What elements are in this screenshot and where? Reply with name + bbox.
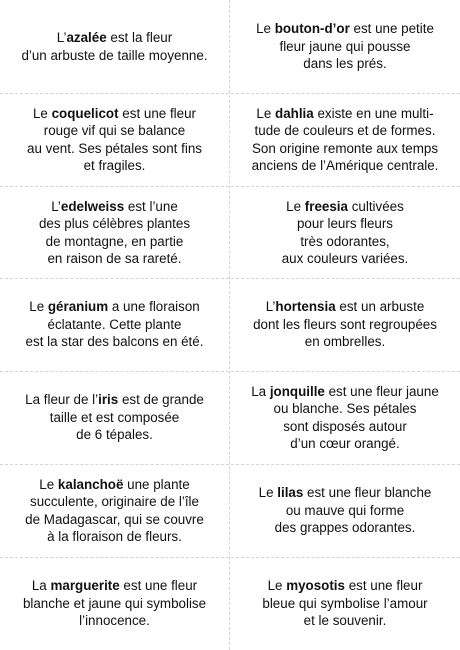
flashcard bbox=[0, 0, 229, 93]
flashcard-line bbox=[26, 298, 204, 316]
flashcard-text-segment: et fragiles. bbox=[83, 158, 146, 173]
flashcard-line bbox=[251, 400, 439, 418]
flashcard-line bbox=[251, 383, 439, 401]
flower-name: bouton-d’or bbox=[274, 21, 350, 37]
flower-name: myosotis bbox=[286, 578, 345, 594]
flashcard-line bbox=[262, 577, 427, 595]
flashcard-text-segment: Le bbox=[267, 578, 287, 594]
flashcard-text-segment: et le souvenir. bbox=[303, 613, 387, 629]
flashcard-text-segment: L’ bbox=[265, 299, 276, 315]
flashcard bbox=[0, 93, 229, 186]
flashcard-line bbox=[251, 435, 439, 453]
flashcard-line bbox=[39, 233, 190, 251]
flashcard-text-segment: bleue qui symbolise l’amour bbox=[262, 595, 428, 611]
flashcard-line bbox=[282, 215, 409, 233]
flashcard-text-segment: est une fleur bbox=[118, 105, 196, 121]
flashcard-text-segment: est une fleur bbox=[119, 578, 198, 594]
flashcard-line bbox=[27, 122, 202, 140]
flashcard-line bbox=[252, 140, 439, 158]
flashcard-line bbox=[253, 333, 437, 351]
flashcard-text-segment: de 6 tépales. bbox=[76, 427, 153, 443]
flashcard-text bbox=[21, 29, 207, 64]
flashcard-text-segment: tude de couleurs et de formes. bbox=[254, 123, 436, 138]
flashcard-text-segment: est une petite bbox=[349, 21, 434, 37]
flashcard-line bbox=[39, 250, 190, 268]
flashcard-text-segment: Le bbox=[29, 299, 48, 315]
flashcard-line bbox=[253, 316, 437, 334]
flashcard-text-segment: des grappes odorantes. bbox=[274, 520, 416, 536]
flashcard-line bbox=[252, 122, 439, 140]
flashcard bbox=[0, 464, 229, 557]
flashcard-text bbox=[262, 577, 427, 630]
flashcard-text-segment: aux couleurs variées. bbox=[281, 251, 409, 266]
flashcard-text-segment: de montagne, en partie bbox=[45, 233, 184, 249]
flower-name: freesia bbox=[304, 198, 348, 214]
flashcard-text-segment: en ombrelles. bbox=[304, 334, 386, 350]
flashcard-text-segment: sont disposés autour bbox=[283, 418, 407, 434]
flashcard-text-segment: La fleur de l’ bbox=[25, 392, 99, 408]
flashcard-line bbox=[259, 502, 432, 520]
flashcard-line bbox=[39, 198, 190, 216]
flashcard-line bbox=[27, 105, 202, 123]
flashcard-text-segment: fleur jaune qui pousse bbox=[279, 38, 411, 54]
flashcard-text-segment: en raison de sa rareté. bbox=[47, 251, 182, 266]
flashcard-text-segment: est la star des balcons en été. bbox=[25, 334, 204, 350]
flashcard-text-segment: éclatante. Cette plante bbox=[47, 316, 182, 332]
flashcard-text-segment: très odorantes, bbox=[300, 233, 390, 249]
flashcard-text-segment: a une floraison bbox=[108, 299, 200, 315]
flashcard-line bbox=[21, 29, 207, 47]
flashcard-line bbox=[252, 105, 439, 123]
flower-name: kalanchoë bbox=[57, 476, 124, 492]
flashcard-text bbox=[282, 198, 409, 268]
flashcard-text-segment: est une fleur jaune bbox=[324, 383, 439, 399]
flashcard bbox=[230, 557, 460, 650]
flashcard-line bbox=[25, 426, 204, 444]
flashcard-text-segment: d’un cœur orangé. bbox=[290, 436, 400, 451]
flashcard-text-segment: au vent. Ses pétales sont fins bbox=[27, 140, 202, 156]
flashcard-text-segment: est une fleur blanche bbox=[303, 485, 432, 501]
flashcard-text-segment: est l’une bbox=[124, 198, 178, 214]
flashcard-text-segment: L’ bbox=[51, 198, 61, 214]
flashcard-text bbox=[39, 198, 190, 268]
flashcard-text-segment: de Madagascar, qui se couvre bbox=[25, 511, 204, 527]
flashcard-text-segment: l’innocence. bbox=[79, 613, 150, 629]
flashcard-text-segment: est de grande bbox=[118, 392, 204, 408]
flashcard-text-segment: rouge vif qui se balance bbox=[43, 123, 186, 138]
flashcard-text bbox=[252, 105, 439, 175]
flashcard-line bbox=[256, 38, 434, 56]
flashcard-text bbox=[26, 298, 204, 351]
flashcard-text bbox=[253, 298, 437, 351]
flashcard-text-segment: à la floraison de fleurs. bbox=[47, 529, 182, 544]
flashcard-line bbox=[26, 333, 204, 351]
flashcard-text-segment: Le bbox=[256, 105, 276, 121]
flashcard-text-segment: ou mauve qui forme bbox=[285, 502, 405, 518]
flashcard-line bbox=[26, 316, 204, 334]
flashcard-line bbox=[256, 20, 434, 38]
flashcard-text-segment: Le bbox=[39, 476, 58, 492]
flashcard bbox=[230, 93, 460, 186]
flashcard-line bbox=[256, 55, 434, 73]
flashcard-line bbox=[23, 577, 206, 595]
flashcard-line bbox=[282, 233, 409, 251]
flashcard-text-segment: blanche et jaune qui symbolise bbox=[22, 595, 207, 611]
flashcard-text-segment: Le bbox=[32, 105, 52, 121]
flashcard bbox=[230, 464, 460, 557]
flashcard bbox=[0, 278, 229, 371]
flashcard-line bbox=[25, 409, 204, 427]
flashcard-text-segment: L’ bbox=[56, 30, 67, 45]
flashcard-text-segment: est la fleur bbox=[106, 30, 173, 45]
flower-name: jonquille bbox=[269, 383, 325, 399]
flashcard-line bbox=[25, 476, 204, 494]
flashcard-text-segment: pour leurs fleurs bbox=[296, 216, 393, 231]
flower-name: marguerite bbox=[50, 578, 120, 594]
flower-name: coquelicot bbox=[51, 105, 119, 121]
flashcard-line bbox=[27, 157, 202, 175]
flashcard-line bbox=[262, 612, 427, 630]
flashcard-line bbox=[259, 484, 432, 502]
flashcard-text-segment: des plus célèbres plantes bbox=[38, 216, 191, 231]
flower-name: lilas bbox=[277, 485, 304, 501]
flashcard-text bbox=[25, 391, 204, 444]
flashcard bbox=[0, 557, 229, 650]
flashcard-text-segment: Le bbox=[256, 21, 275, 37]
flashcard bbox=[230, 371, 460, 464]
flower-name: hortensia bbox=[275, 299, 336, 315]
flashcard-line bbox=[21, 47, 207, 65]
flashcard-line bbox=[262, 595, 427, 613]
flashcard-line bbox=[25, 528, 204, 546]
flashcard-text-segment: Le bbox=[258, 485, 278, 501]
flashcard-line bbox=[25, 511, 204, 529]
flashcard-line bbox=[27, 140, 202, 158]
flashcard bbox=[230, 186, 460, 279]
flashcard-text bbox=[25, 476, 204, 546]
flashcard-line bbox=[25, 391, 204, 409]
flashcard-line bbox=[23, 595, 206, 613]
flashcard bbox=[0, 186, 229, 279]
flower-name: azalée bbox=[66, 30, 107, 45]
flashcard bbox=[230, 278, 460, 371]
flashcard-text-segment: Son origine remonte aux temps bbox=[251, 140, 439, 156]
flashcard-line bbox=[251, 418, 439, 436]
flashcard-line bbox=[282, 250, 409, 268]
flashcard-text-segment: existe en une multi- bbox=[313, 105, 434, 121]
flashcard-text-segment: cultivées bbox=[347, 198, 404, 214]
flashcard-line bbox=[25, 493, 204, 511]
flower-name: dahlia bbox=[275, 105, 314, 121]
flashcard-text-segment: d’un arbuste de taille moyenne. bbox=[21, 47, 208, 63]
flashcard-text-segment: est un arbuste bbox=[335, 299, 425, 315]
flashcard-text-segment: est une fleur bbox=[344, 578, 423, 594]
flashcard-text bbox=[27, 105, 202, 175]
flashcard-line bbox=[252, 157, 439, 175]
flashcard bbox=[0, 371, 229, 464]
flashcard-text bbox=[251, 383, 439, 453]
flashcard-line bbox=[253, 298, 437, 316]
flower-name: iris bbox=[98, 392, 119, 408]
flashcard-text-segment: La bbox=[251, 383, 270, 399]
flashcard-line bbox=[23, 612, 206, 630]
flashcard-text-segment: ou blanche. Ses pétales bbox=[273, 401, 417, 416]
flashcard-line bbox=[39, 215, 190, 233]
flashcard bbox=[230, 0, 460, 93]
flashcard-text-segment: taille et est composée bbox=[49, 409, 180, 425]
flashcard-text-segment: anciens de l’Amérique centrale. bbox=[251, 158, 439, 173]
flower-name: edelweiss bbox=[60, 198, 125, 214]
flower-name: géranium bbox=[47, 299, 109, 315]
flashcard-text-segment: succulente, originaire de l’île bbox=[30, 494, 199, 509]
flashcard-text bbox=[23, 577, 206, 630]
flashcard-line bbox=[259, 519, 432, 537]
flashcard-text-segment: Le bbox=[286, 198, 305, 214]
flashcard-text-segment: La bbox=[31, 578, 51, 594]
flashcard-text-segment: une plante bbox=[123, 476, 190, 492]
flashcard-text bbox=[259, 484, 432, 537]
flashcard-text-segment: dans les prés. bbox=[303, 56, 387, 72]
flashcard-text-segment: dont les fleurs sont regroupées bbox=[253, 316, 437, 332]
flashcard-line bbox=[282, 198, 409, 216]
flashcard-text bbox=[256, 20, 434, 73]
